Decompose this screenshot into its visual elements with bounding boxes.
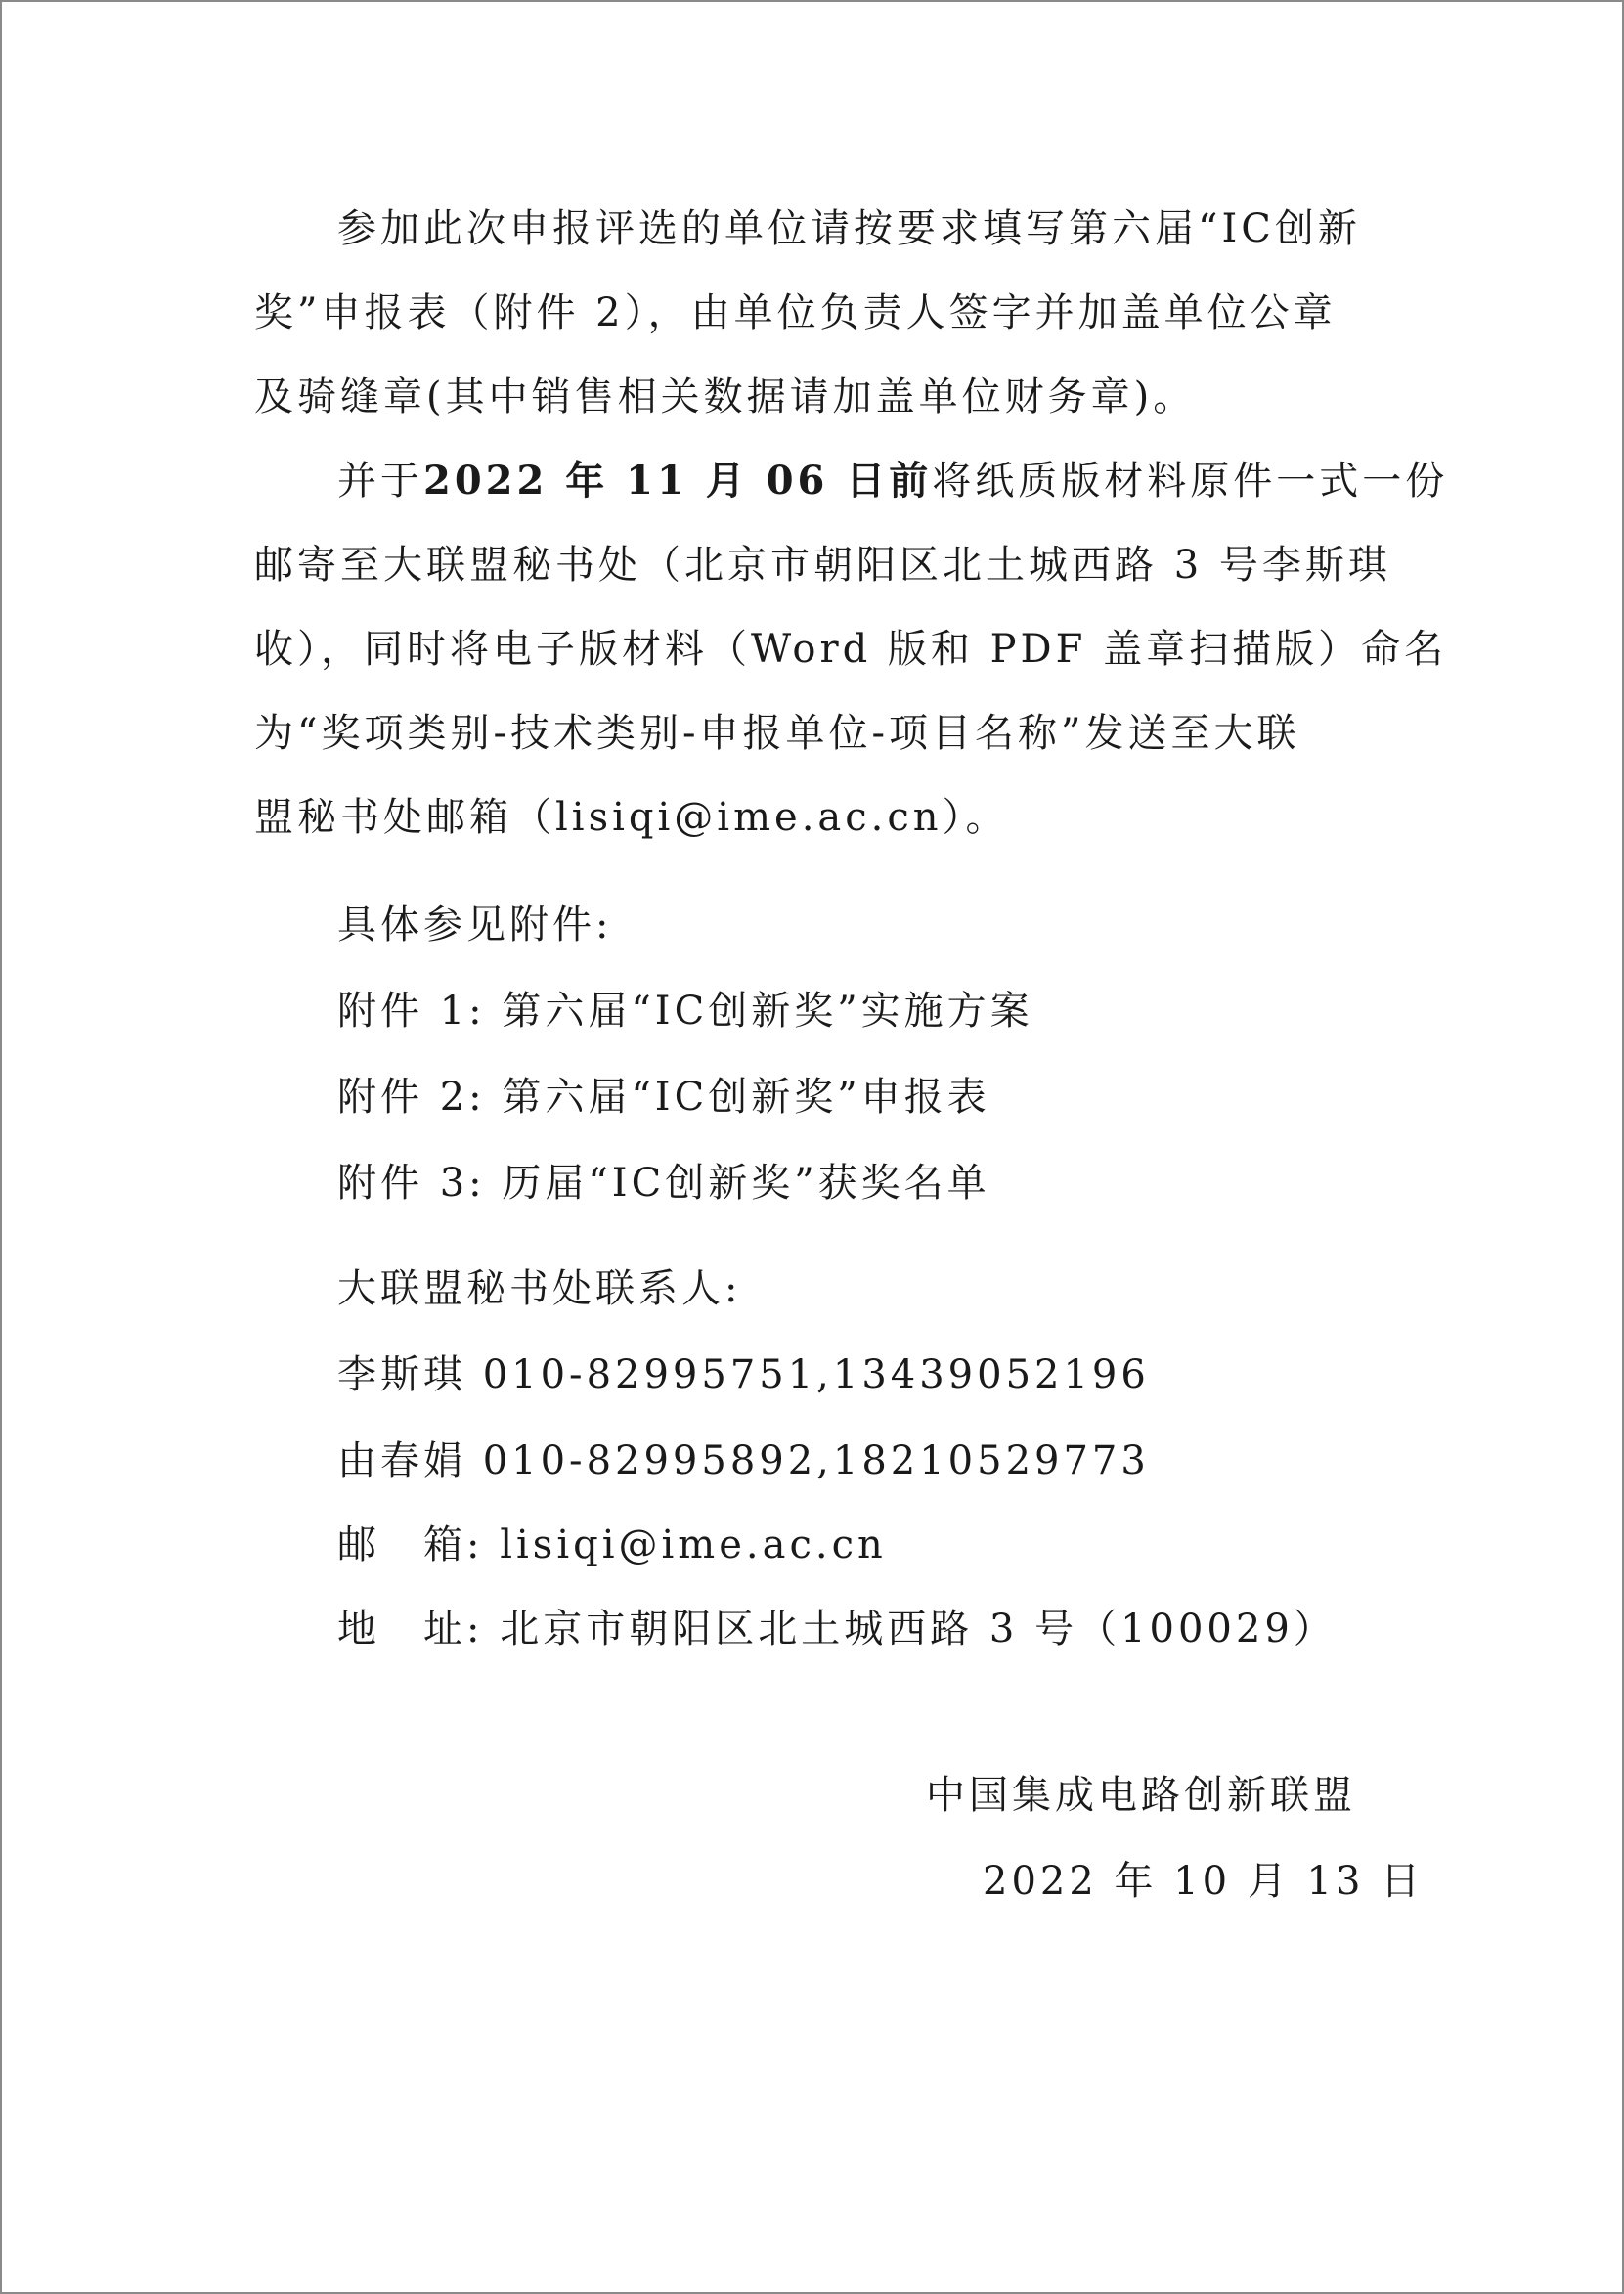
email-label: 邮 箱: (337, 1522, 484, 1567)
contact-person-2: 由春娟 010-82995892,18210529773 (337, 1438, 1150, 1483)
paragraph1-line3: 及骑缝章(其中销售相关数据请加盖单位财务章)。 (254, 375, 1197, 419)
paragraph2-suffix: 将纸质版材料原件一式一份 (932, 459, 1449, 504)
attachment-item-3: 附件 3: 历届“IC创新奖”获奖名单 (337, 1161, 990, 1206)
address-value: 北京市朝阳区北土城西路 3 号（100029） (500, 1607, 1337, 1652)
paragraph2-prefix: 并于 (337, 459, 423, 504)
paragraph2-line4: 为“奖项类别-技术类别-申报单位-项目名称”发送至大联 (254, 711, 1300, 756)
contact-email-row (337, 1522, 887, 1568)
attachment-item-1: 附件 1: 第六届“IC创新奖”实施方案 (337, 989, 1033, 1034)
signature-date: 2022 年 10 月 13 日 (983, 1859, 1425, 1904)
attachment-item-2: 附件 2: 第六届“IC创新奖”申报表 (337, 1075, 990, 1120)
email-value: lisiqi@ime.ac.cn (500, 1522, 887, 1567)
signature-organization: 中国集成电路创新联盟 (926, 1773, 1356, 1818)
address-label: 地 址: (337, 1607, 484, 1652)
deadline-date: 2022 年 11 月 06 日前 (423, 458, 933, 504)
paragraph1-line1: 参加此次申报评选的单位请按要求填写第六届“IC创新 (337, 206, 1361, 251)
paragraph2-line5: 盟秘书处邮箱（lisiqi@ime.ac.cn）。 (254, 795, 1009, 840)
paragraph2-line3: 收），同时将电子版材料（Word 版和 PDF 盖章扫描版）命名 (254, 627, 1448, 672)
attachments-heading: 具体参见附件: (337, 903, 613, 948)
contact-person-1: 李斯琪 010-82995751,13439052196 (337, 1352, 1150, 1397)
paragraph2-line1 (337, 458, 1448, 505)
contacts-heading: 大联盟秘书处联系人: (337, 1266, 742, 1311)
contact-address-row (337, 1606, 1337, 1653)
paragraph1-line2: 奖”申报表（附件 2），由单位负责人签字并加盖单位公章 (254, 290, 1337, 335)
paragraph2-line2: 邮寄至大联盟秘书处（北京市朝阳区北土城西路 3 号李斯琪 (254, 543, 1391, 588)
